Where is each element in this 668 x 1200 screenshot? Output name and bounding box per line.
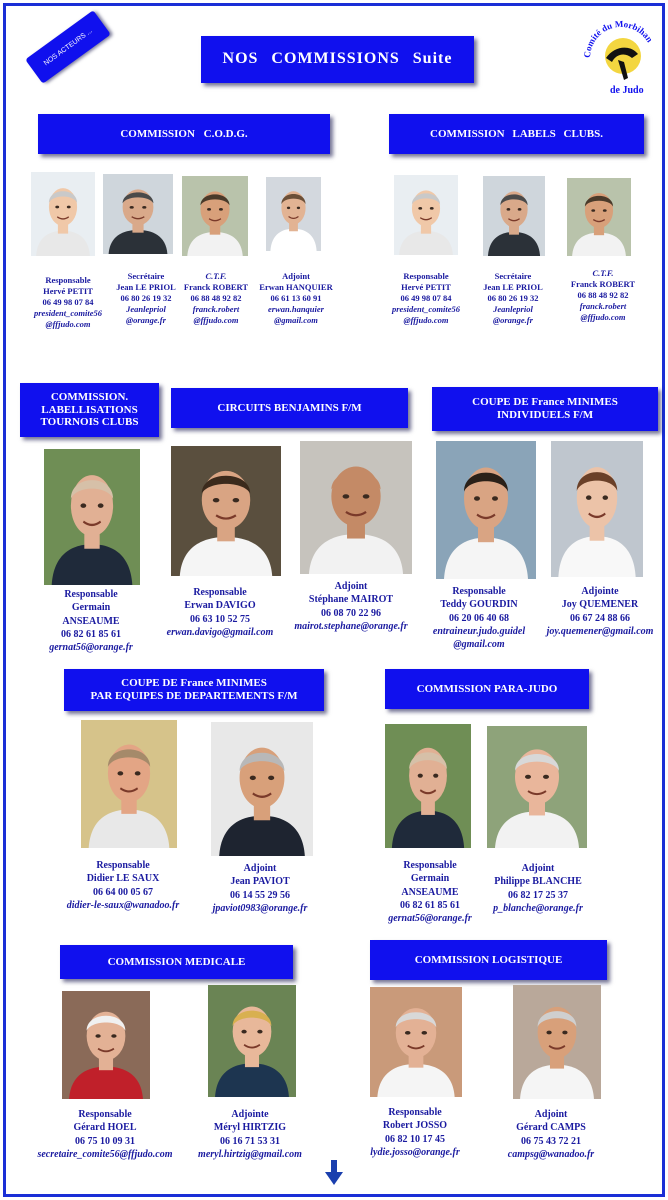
person-tournois-responsable: Responsable Germain ANSEAUME 06 82 61 85 61 gernat56@orange.fr <box>49 589 133 654</box>
photo-erwan-hanquier <box>266 177 321 251</box>
person-benjamins-adjoint: Adjoint Stéphane MAIROT 06 08 70 22 96 mairot.stephane@orange.fr <box>294 581 408 632</box>
person-logistique-adjoint: Adjoint Gérard CAMPS 06 75 43 72 21 campsg@wanadoo.fr <box>507 1109 595 1160</box>
nos-acteurs-tag: NOS ACTEURS ... <box>25 10 111 84</box>
person-codg-secretaire: Secrétaire Jean LE PRIOL 06 80 26 19 32 Jeanlepriol @orange.fr <box>116 271 176 326</box>
photo-herve-petit-2 <box>394 175 458 255</box>
photo-teddy-gourdin <box>436 441 536 579</box>
photo-jean-le-priol <box>103 174 173 254</box>
person-parajudo-adjoint: Adjoint Philippe BLANCHE 06 82 17 25 37 p_blanche@orange.fr <box>493 863 583 914</box>
person-codg-ctf: C.T.F. Franck ROBERT 06 88 48 92 82 franck.robert @ffjudo.com <box>183 271 249 326</box>
photo-franck-robert <box>182 176 248 256</box>
person-parajudo-responsable: Responsable Germain ANSEAUME 06 82 61 85 61 gernat56@orange.fr <box>388 860 472 925</box>
photo-germain-anseaume-2 <box>385 724 471 848</box>
photo-stephane-mairot <box>300 441 412 574</box>
person-minimes-ind-adjointe: Adjointe Joy QUEMENER 06 67 24 88 66 joy.quemener@gmail.com <box>546 586 654 637</box>
page-title: NOS COMMISSIONS Suite <box>201 36 474 83</box>
person-medicale-responsable: Responsable Gérard HOEL 06 75 10 09 31 secretaire_comite56@ffjudo.com <box>37 1109 173 1160</box>
person-codg-responsable: Responsable Hervé PETIT 06 49 98 07 84 president_comite56 @ffjudo.com <box>34 275 102 330</box>
photo-philippe-blanche <box>487 726 587 848</box>
banner-commission-tournois: COMMISSION. LABELLISATIONS TOURNOIS CLUBS <box>20 383 159 437</box>
photo-joy-quemener <box>551 441 643 577</box>
banner-coupe-minimes-individuels: COUPE DE France MINIMES INDIVIDUELS F/M <box>432 387 658 431</box>
photo-gerard-hoel <box>62 991 150 1099</box>
person-benjamins-responsable: Responsable Erwan DAVIGO 06 63 10 52 75 erwan.davigo@gmail.com <box>166 587 274 638</box>
person-minimes-eq-adjoint: Adjoint Jean PAVIOT 06 14 55 29 56 jpaviot0983@orange.fr <box>212 863 308 914</box>
person-codg-adjoint: Adjoint Erwan HANQUIER 06 61 13 60 91 erwan.hanquier @gmail.com <box>259 271 333 326</box>
banner-coupe-minimes-equipes: COUPE DE France MINIMES PAR EQUIPES DE DEPARTEMENTS F/M <box>64 669 324 711</box>
person-logistique-responsable: Responsable Robert JOSSO 06 82 10 17 45 lydie.josso@orange.fr <box>370 1107 460 1158</box>
photo-gerard-camps <box>513 985 601 1099</box>
photo-franck-robert-2 <box>567 178 631 256</box>
photo-herve-petit <box>31 172 95 256</box>
svg-text:de Judo: de Judo <box>610 85 644 96</box>
person-minimes-ind-responsable: Responsable Teddy GOURDIN 06 20 06 40 68 entraineur.judo.guidel @gmail.com <box>432 586 526 651</box>
photo-didier-le-saux <box>81 720 177 848</box>
person-labels-responsable: Responsable Hervé PETIT 06 49 98 07 84 president_comite56 @ffjudo.com <box>392 271 460 326</box>
photo-robert-josso <box>370 987 462 1097</box>
banner-commission-labels: COMMISSION LABELS CLUBS. <box>389 114 644 154</box>
banner-commission-codg: COMMISSION C.O.D.G. <box>38 114 330 154</box>
photo-germain-anseaume <box>44 449 140 585</box>
banner-commission-logistique: COMMISSION LOGISTIQUE <box>370 940 607 980</box>
banner-commission-parajudo: COMMISSION PARA-JUDO <box>385 669 589 709</box>
person-labels-secretaire: Secrétaire Jean LE PRIOL 06 80 26 19 32 Jeanlepriol @orange.fr <box>483 271 543 326</box>
banner-commission-medicale: COMMISSION MEDICALE <box>60 945 293 979</box>
banner-circuits-benjamins: CIRCUITS BENJAMINS F/M <box>171 388 408 428</box>
comite-morbihan-logo <box>580 14 662 96</box>
svg-text:Comité du Morbihan: Comité du Morbihan <box>581 18 655 59</box>
person-labels-ctf: C.T.F. Franck ROBERT 06 88 48 92 82 franck.robert @ffjudo.com <box>570 268 636 323</box>
photo-jean-le-priol-2 <box>483 176 545 256</box>
arrow-down-icon[interactable] <box>324 1160 344 1186</box>
photo-erwan-davigo <box>171 446 281 576</box>
person-medicale-adjointe: Adjointe Méryl HIRTZIG 06 16 71 53 31 meryl.hirtzig@gmail.com <box>198 1109 302 1160</box>
photo-jean-paviot <box>211 722 313 856</box>
person-minimes-eq-responsable: Responsable Didier LE SAUX 06 64 00 05 67 didier-le-saux@wanadoo.fr <box>66 860 180 911</box>
photo-meryl-hirtzig <box>208 985 296 1097</box>
